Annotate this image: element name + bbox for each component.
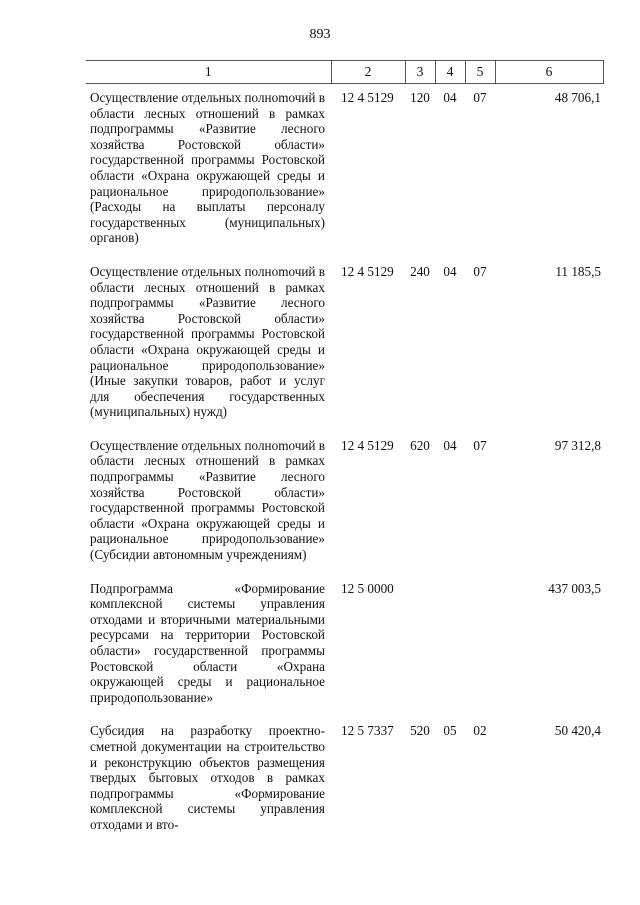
header-col-expense-type: 3 [405, 61, 435, 84]
row-expense-type: 620 [410, 437, 430, 453]
row-section: 04 [443, 437, 457, 453]
table-row [86, 717, 603, 844]
header-col-target-code: 2 [331, 61, 405, 84]
row-description: Осуществление отдельных полноmочий в области лесных отношений в рамках подпрограммы «Развитие лесного хозяйства Ростовской области» государственной программы Ростовской области «Охрана окружающей среды и рациональное природопользование» (Субсидии автономным учреждениям) [90, 437, 325, 563]
header-col-name: 1 [86, 61, 331, 84]
budget-table [86, 60, 604, 845]
header-col-subsection: 5 [465, 61, 495, 84]
row-section: 04 [443, 90, 457, 105]
row-subsection: 02 [473, 723, 487, 739]
page-number: 893 [309, 27, 331, 42]
row-amount: 11 185,5 [555, 263, 601, 279]
row-description: Осуществление отдельных полноmочий в области лесных отношений в рамках подпрограммы «Развитие лесного хозяйства Ростовской области» государственной программы Ростовской области «Охрана окружающей среды и рациональное природопользование» (Иные закупки товаров, работ и услуг для обеспечения государственных (муниципальных) нужд) [90, 263, 325, 420]
row-target-code: 12 4 5129 [341, 437, 394, 453]
row-target-code: 12 4 5129 [341, 90, 394, 105]
row-subsection: 07 [473, 263, 487, 279]
row-subsection: 07 [473, 90, 487, 105]
row-description: Осуществление отдельных полноmочий в области лесных отношений в рамках подпрограммы «Развитие лесного хозяйства Ростовской области» государственной программы Ростовской области «Охрана окружающей среды и рациональное природопользование» (Расходы на выплаты персоналу государственных (муниципальных) органов) [90, 90, 325, 246]
row-expense-type: 520 [410, 723, 430, 739]
table-row [86, 432, 603, 575]
row-description: Субсидия на разработку проектно-сметной документации на строительство и реконструкцию объектов размещения твердых бытовых отходов в рамках подпрограммы «Формирование комплексной системы управления отходами и вто- [90, 723, 325, 832]
row-target-code: 12 5 0000 [341, 580, 394, 596]
header-col-section: 4 [435, 61, 465, 84]
row-subsection [465, 575, 495, 718]
row-expense-type: 120 [410, 90, 430, 105]
row-target-code: 12 4 5129 [341, 263, 394, 279]
row-amount: 50 420,4 [554, 723, 601, 739]
row-expense-type [405, 575, 435, 718]
table-row [86, 84, 603, 258]
row-description: Подпрограмма «Формирование комплексной системы управления отходами и вторичными материальными ресурсами на территории Ростовской области» государственной программы Ростовской области «Охрана окружающей среды и рациональное природопользование» [90, 580, 325, 705]
table-header-row [86, 61, 603, 84]
row-section: 04 [443, 263, 457, 279]
row-amount: 437 003,5 [548, 580, 601, 596]
row-section [435, 575, 465, 718]
row-target-code: 12 5 7337 [341, 723, 394, 739]
row-section: 05 [443, 723, 457, 739]
row-amount: 97 312,8 [554, 437, 601, 453]
row-expense-type: 240 [410, 263, 430, 279]
row-subsection: 07 [473, 437, 487, 453]
row-amount: 48 706,1 [554, 90, 601, 105]
header-col-amount: 6 [495, 61, 603, 84]
table-row [86, 258, 603, 432]
table-row [86, 575, 603, 718]
